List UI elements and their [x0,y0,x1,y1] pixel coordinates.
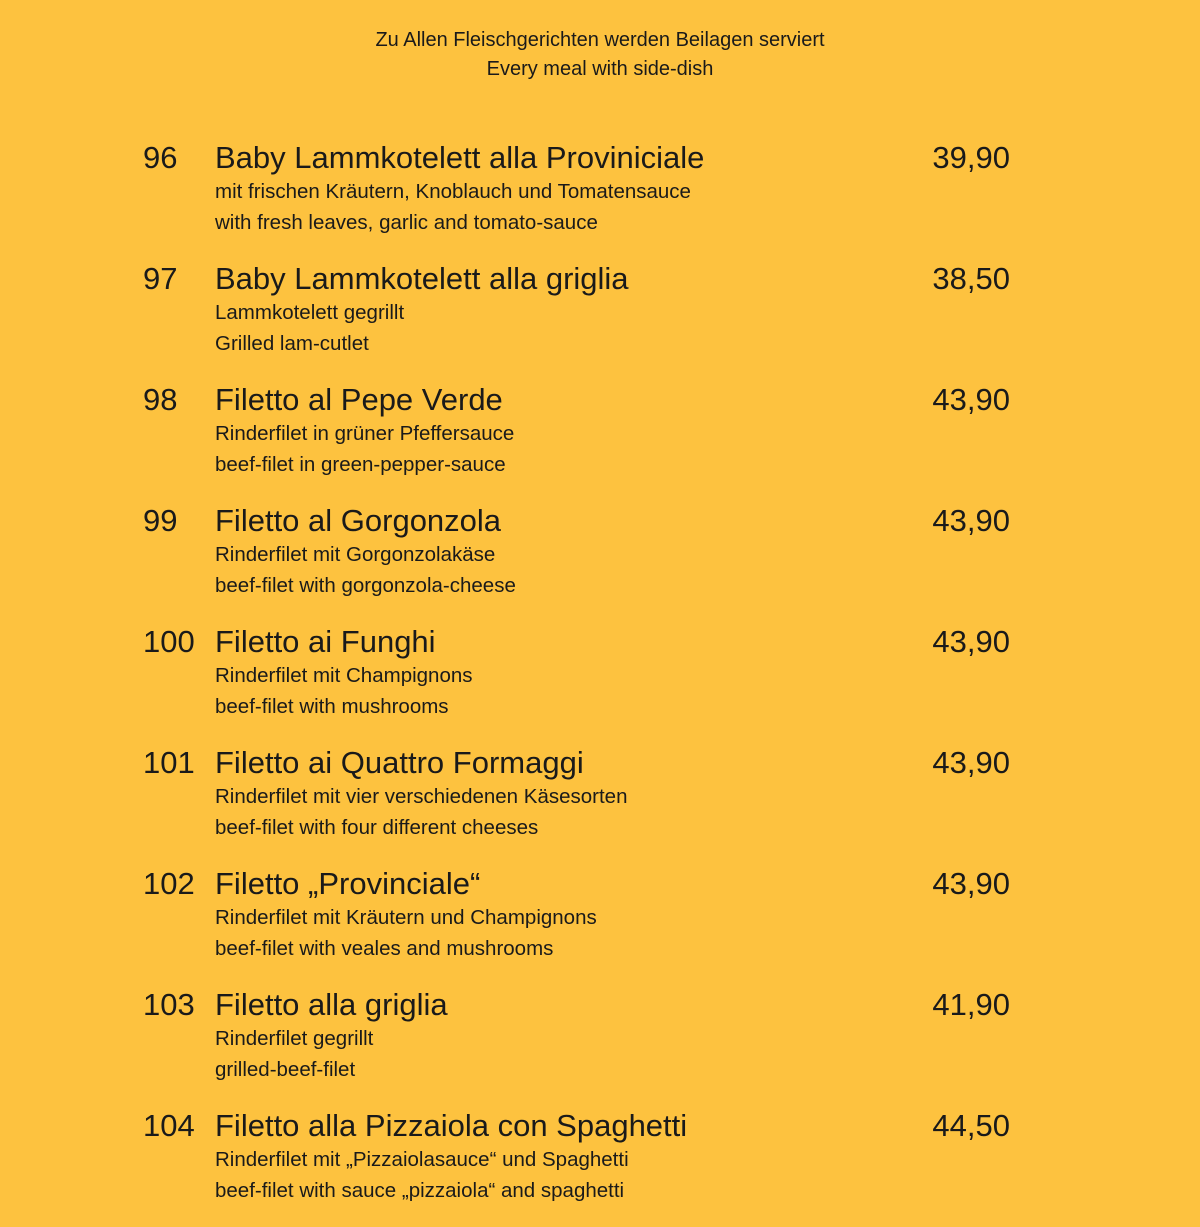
item-description-german: Rinderfilet mit Champignons [215,664,473,687]
item-number: 99 [143,503,178,538]
item-description-german: Rinderfilet gegrillt [215,1027,374,1050]
item-name: Filetto alla griglia [215,987,448,1022]
item-name: Filetto alla Pizzaiola con Spaghetti [215,1108,688,1143]
item-number: 96 [143,140,178,175]
item-description-english: beef-filet with veales and mushrooms [215,937,554,960]
item-description-german: Lammkotelett gegrillt [215,301,405,324]
item-description-english: grilled-beef-filet [215,1058,356,1081]
menu-item [0,380,1200,501]
item-description-german: Rinderfilet mit Kräutern und Champignons [215,906,597,929]
item-price: 43,90 [932,745,1010,780]
header-line-english: Every meal with side-dish [486,58,714,80]
item-description-german: Rinderfilet mit vier verschiedenen Käsesorten [215,785,628,808]
item-description-english: beef-filet with gorgonzola-cheese [215,574,516,597]
item-name: Filetto ai Funghi [215,624,436,659]
menu-item [0,985,1200,1106]
menu-item [0,259,1200,380]
item-name: Filetto „Provinciale“ [215,866,481,901]
item-number: 100 [143,624,195,659]
menu-item [0,1106,1200,1227]
item-number: 104 [143,1108,195,1143]
menu-list [0,138,1200,1227]
item-description-english: beef-filet with mushrooms [215,695,449,718]
item-name: Baby Lammkotelett alla griglia [215,261,629,296]
item-name: Filetto al Gorgonzola [215,503,502,538]
menu-item [0,622,1200,743]
item-price: 43,90 [932,866,1010,901]
item-price: 44,50 [932,1108,1010,1143]
item-number: 101 [143,745,195,780]
menu-item [0,501,1200,622]
item-number: 102 [143,866,195,901]
item-price: 43,90 [932,503,1010,538]
item-number: 98 [143,382,178,417]
item-description-german: Rinderfilet mit „Pizzaiolasauce“ und Spaghetti [215,1148,629,1171]
item-description-english: beef-filet in green-pepper-sauce [215,453,506,476]
item-name: Baby Lammkotelett alla Proviniciale [215,140,705,175]
item-name: Filetto al Pepe Verde [215,382,503,417]
item-description-german: mit frischen Kräutern, Knoblauch und Tomatensauce [215,180,691,203]
item-name: Filetto ai Quattro Formaggi [215,745,584,780]
menu-item [0,864,1200,985]
item-description-english: with fresh leaves, garlic and tomato-sauce [215,211,598,234]
menu-item [0,743,1200,864]
header-line-german: Zu Allen Fleischgerichten werden Beilagen serviert [375,29,825,51]
item-description-german: Rinderfilet mit Gorgonzolakäse [215,543,496,566]
item-number: 103 [143,987,195,1022]
item-number: 97 [143,261,178,296]
item-description-english: beef-filet with four different cheeses [215,816,539,839]
menu-item [0,138,1200,259]
item-description-english: beef-filet with sauce „pizzaiola“ and spaghetti [215,1179,625,1202]
item-price: 38,50 [932,261,1010,296]
item-description-english: Grilled lam-cutlet [215,332,369,355]
item-price: 43,90 [932,382,1010,417]
item-price: 39,90 [932,140,1010,175]
item-description-german: Rinderfilet in grüner Pfeffersauce [215,422,515,445]
item-price: 43,90 [932,624,1010,659]
menu-header [0,26,1200,84]
item-price: 41,90 [932,987,1010,1022]
